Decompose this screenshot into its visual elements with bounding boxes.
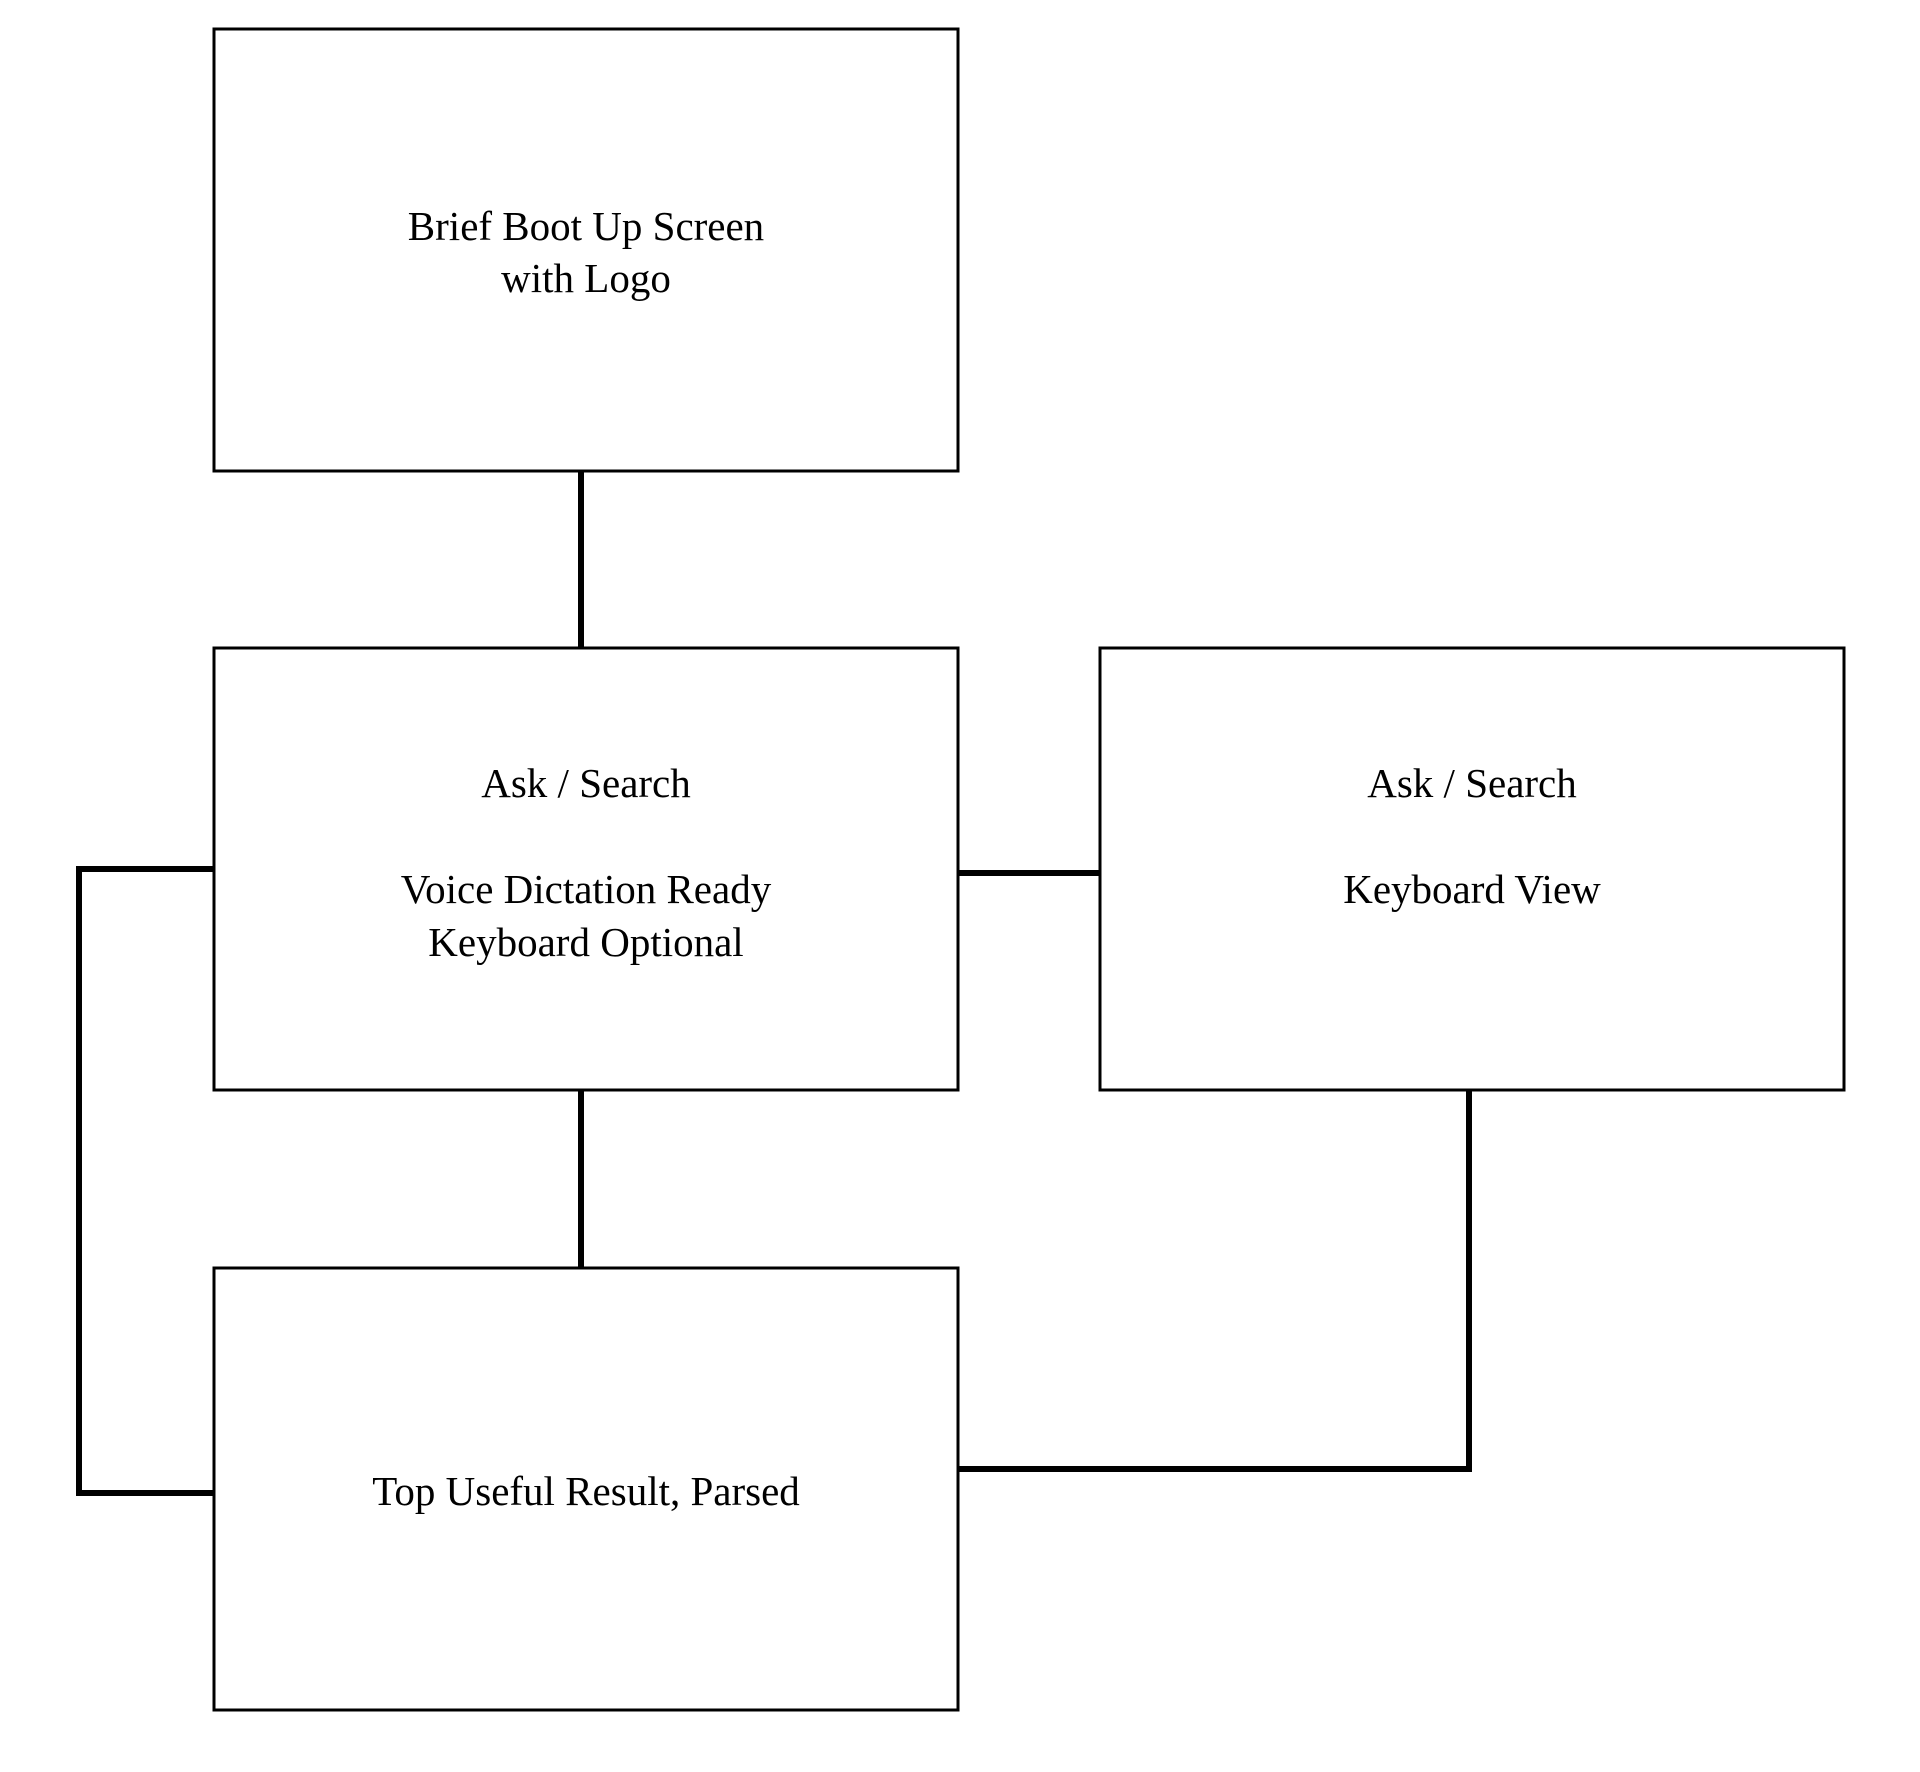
connector-ask-keyboard-to-result <box>958 1090 1469 1469</box>
node-boot-screen-line2: with Logo <box>501 255 671 301</box>
node-ask-search-voice-line1: Ask / Search <box>481 760 691 806</box>
node-ask-search-voice-line3: Keyboard Optional <box>428 919 744 965</box>
node-top-result-line1: Top Useful Result, Parsed <box>372 1468 800 1514</box>
node-ask-search-keyboard <box>1100 648 1844 1090</box>
node-ask-search-keyboard-line1: Ask / Search <box>1367 760 1577 806</box>
node-ask-search-keyboard-line2: Keyboard View <box>1343 866 1601 912</box>
connector-ask-voice-loop-to-result <box>79 869 214 1493</box>
node-boot-screen <box>214 29 958 471</box>
node-boot-screen-box <box>214 29 958 471</box>
node-ask-search-voice <box>214 648 958 1090</box>
node-boot-screen-line1: Brief Boot Up Screen <box>407 203 765 249</box>
node-top-result <box>214 1268 958 1710</box>
node-ask-search-voice-line2: Voice Dictation Ready <box>400 866 772 912</box>
